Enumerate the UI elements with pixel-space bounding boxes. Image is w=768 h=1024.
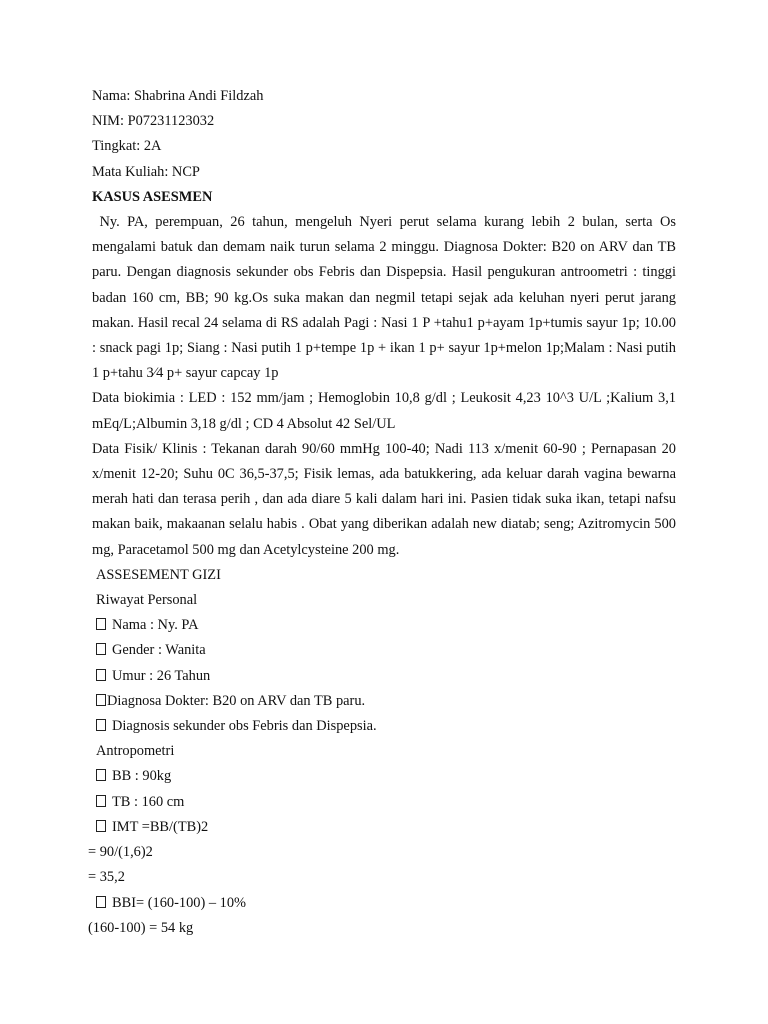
checkbox-bullet-icon xyxy=(96,769,106,781)
personal-history-item: Umur : 26 Tahun xyxy=(92,664,676,689)
document-page xyxy=(88,84,680,941)
personal-history-item: Diagnosis sekunder obs Febris dan Dispepsia. xyxy=(92,714,676,739)
anthropometry-item: BB : 90kg xyxy=(92,764,676,789)
checkbox-bullet-icon xyxy=(96,896,106,908)
personal-history-title: Riwayat Personal xyxy=(96,592,198,609)
checkbox-bullet-icon xyxy=(96,618,106,630)
personal-history-item: Nama : Ny. PA xyxy=(92,613,676,638)
physical-clinical-data: Data Fisik/ Klinis : Tekanan darah 90/60 mmHg 100-40; Nadi 113 x/menit 60-90 ; Pernapasan 20 x/menit 12-20; Suhu 0C 36,5-37,5; Fisik lemas, ada batukkering, ada keluar darah vagina bewarna merah hati dan terasa perih , dan ada diare 5 kali dalam hari ini. Pasien tidak suka ikan, tetapi nafsu makan baik, makaanan selalu habis . Obat yang diberikan adalah new diatab; seng; Azitromycin 500 mg, Paracetamol 500 mg dan Acetylcysteine 200 mg. xyxy=(92,440,676,558)
student-nim: NIM: P07231123032 xyxy=(92,113,215,130)
anthropometry-item: TB : 160 cm xyxy=(92,790,676,815)
assessment-title: ASSESEMENT GIZI xyxy=(96,566,221,583)
personal-history-item: Gender : Wanita xyxy=(92,638,676,663)
checkbox-bullet-icon xyxy=(96,719,106,731)
checkbox-bullet-icon xyxy=(96,795,106,807)
course-name: Mata Kuliah: NCP xyxy=(92,163,200,180)
imt-calculation-result: = 35,2 xyxy=(88,869,125,886)
anthropometry-title: Antropometri xyxy=(96,743,175,760)
bbi-calculation: (160-100) = 54 kg xyxy=(88,919,194,936)
personal-history-item: Diagnosa Dokter: B20 on ARV dan TB paru. xyxy=(92,689,676,714)
imt-calculation-step: = 90/(1,6)2 xyxy=(88,844,153,861)
checkbox-bullet-icon xyxy=(96,643,106,655)
student-name: Nama: Shabrina Andi Fildzah xyxy=(92,88,264,104)
anthropometry-item: BBI= (160-100) – 10% xyxy=(92,891,676,916)
biochemistry-data: Data biokimia : LED : 152 mm/jam ; Hemoglobin 10,8 g/dl ; Leukosit 4,23 10^3 U/L ;Kalium 3,1 mEq/L;Albumin 3,18 g/dl ; CD 4 Absolut 42 Sel/UL xyxy=(92,390,676,432)
checkbox-bullet-icon xyxy=(96,820,106,832)
student-level: Tingkat: 2A xyxy=(92,138,162,155)
anthropometry-item: IMT =BB/(TB)2 xyxy=(92,815,676,840)
case-narrative: Ny. PA, perempuan, 26 tahun, mengeluh Nyeri perut selama kurang lebih 2 bulan, serta Os mengalami batuk dan demam naik turun selama 2 minggu. Diagnosa Dokter: B20 on ARV dan TB paru. Dengan diagnosis sekunder obs Febris dan Dispepsia. Hasil pengukuran antroometri : tinggi badan 160 cm, BB; 90 kg.Os suka makan dan negmil tetapi sejak ada keluhan nyeri perut jarang makan. Hasil recal 24 selama di RS adalah Pagi : Nasi 1 P +tahu1 p+ayam 1p+tumis sayur 1p; 10.00 : snack pagi 1p; Siang : Nasi putih 1 p+tempe 1p + ikan 1 p+ sayur 1p+melon 1p;Malam : Nasi putih 1 p+tahu 3⁄4 p+ sayur capcay 1p xyxy=(92,214,680,382)
case-title: KASUS ASESMEN xyxy=(92,188,213,205)
checkbox-bullet-icon xyxy=(96,669,106,681)
checkbox-bullet-icon xyxy=(96,694,106,706)
